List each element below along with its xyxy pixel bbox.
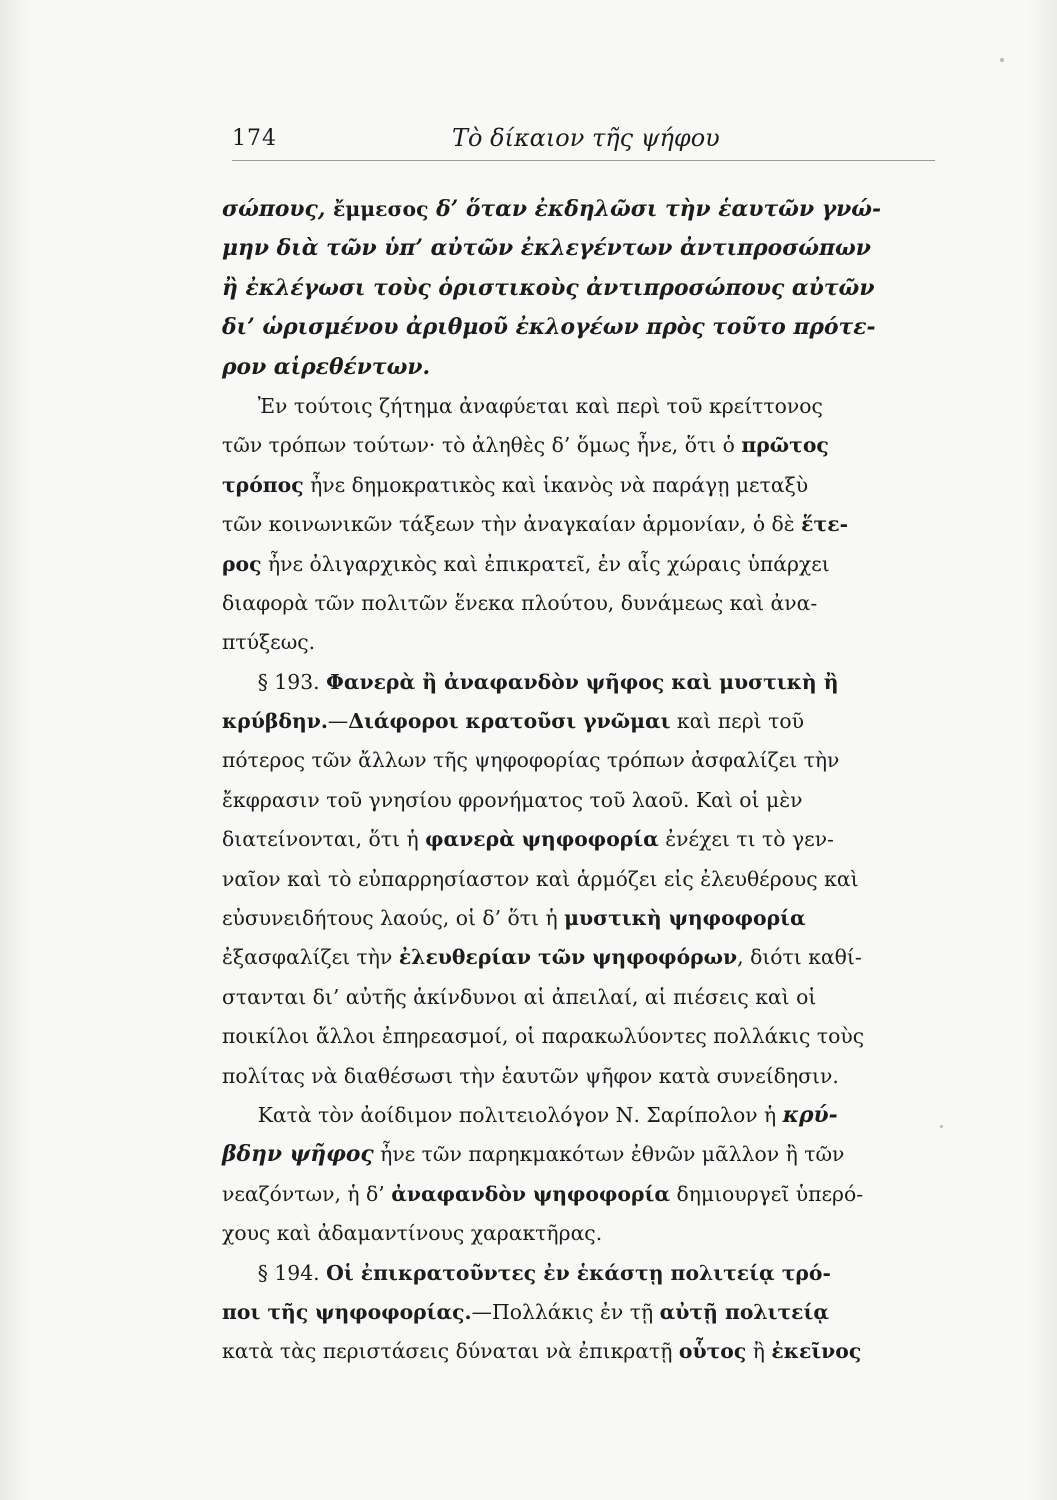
running-title: Τὸ δίκαιον τῆς ψήφου xyxy=(452,124,720,152)
text-segment: ἔμμεσος xyxy=(333,197,429,221)
text-line xyxy=(222,387,934,426)
text-segment: ναῖον καὶ τὸ εὐπαρρησίαστον καὶ ἁρμόζει εἰς ἐλευθέρους καὶ xyxy=(222,866,859,891)
text-segment: δι’ ὡρισμένου ἀριθμοῦ ἐκλογέων πρὸς τοῦτο πρότε- xyxy=(222,314,876,341)
text-segment: ἐξασφαλίζει τὴν xyxy=(222,945,399,970)
text-segment: Φανερὰ ἢ ἀναφανδὸν ψῆφος καὶ μυστικὴ ἢ xyxy=(326,669,839,694)
text-segment: ἔκφρασιν τοῦ γνησίου φρονήματος τοῦ λαοῦ. Καὶ οἱ μὲν xyxy=(222,787,803,812)
text-segment: κρύβδην. xyxy=(222,709,328,734)
text-segment: ἦνε τῶν παρηκμακότων ἐθνῶν μᾶλλον ἢ τῶν xyxy=(373,1142,845,1167)
header-rule xyxy=(232,160,935,161)
text-segment: ἀναφανδὸν ψηφοφορία xyxy=(391,1181,670,1206)
text-line xyxy=(222,663,934,702)
text-line xyxy=(222,269,934,308)
text-segment: καὶ περὶ τοῦ xyxy=(670,709,804,734)
text-segment: αὐτῇ πολιτείᾳ xyxy=(659,1299,830,1324)
text-line xyxy=(222,1175,934,1214)
text-segment: μυστικὴ ψηφοφορία xyxy=(564,906,806,931)
text-segment: φανερὰ ψηφοφορία xyxy=(425,827,659,852)
text-segment: διαφορὰ τῶν πολιτῶν ἕνεκα πλούτου, δυνάμεως καὶ ἀνα- xyxy=(222,590,818,615)
text-segment: χους καὶ ἀδαμαντίνους χαρακτῆρας. xyxy=(222,1221,603,1246)
text-segment: Οἱ ἐπικρατοῦντες ἐν ἑκάστῃ πολιτείᾳ τρό- xyxy=(326,1260,831,1285)
text-segment: οὗτος xyxy=(678,1339,747,1364)
text-segment: — xyxy=(327,709,349,734)
text-line xyxy=(222,190,934,229)
text-segment: ἦνε ὀλιγαρχικὸς καὶ ἐπικρατεῖ, ἐν αἷς χώραις ὑπάρχει xyxy=(261,551,830,576)
text-segment: ποικίλοι ἄλλοι ἐπηρεασμοί, οἱ παρακωλύοντες πολλάκις τοὺς xyxy=(222,1024,865,1049)
text-segment: στανται δι’ αὐτῆς ἀκίνδυνοι αἱ ἀπειλαί, αἱ πιέσεις καὶ οἱ xyxy=(222,984,817,1009)
text-segment: ἐκεῖνος xyxy=(771,1339,862,1364)
text-segment: διατείνονται, ὅτι ἡ xyxy=(222,827,426,852)
text-segment: τρόπος xyxy=(222,472,304,497)
text-segment: ἦνε δημοκρατικὸς καὶ ἱκανὸς νὰ παράγῃ μεταξὺ xyxy=(303,472,809,497)
text-line xyxy=(222,348,934,387)
text-line xyxy=(222,466,934,505)
text-line xyxy=(222,938,934,977)
text-line xyxy=(222,1135,934,1174)
text-segment: σώπους, xyxy=(222,196,334,222)
text-segment: εὐσυνειδήτους λαούς, οἱ δ’ ὅτι ἡ xyxy=(222,906,565,931)
text-line xyxy=(222,229,934,268)
text-segment: νεαζόντων, ἡ δ’ xyxy=(222,1181,392,1206)
text-segment: δ’ ὅταν ἐκδηλῶσι τὴν ἑαυτῶν γνώ- xyxy=(428,196,882,222)
paper-speck xyxy=(1000,58,1004,62)
text-segment: πολίτας νὰ διαθέσωσι τὴν ἑαυτῶν ψῆφον κατὰ συνείδησιν. xyxy=(222,1063,839,1088)
text-line xyxy=(222,623,934,662)
text-segment: Ἐν τούτοις ζήτημα ἀναφύεται καὶ περὶ τοῦ κρείττονος xyxy=(257,393,823,418)
text-segment: ποι τῆς ψηφοφορίας. xyxy=(222,1299,472,1324)
text-line xyxy=(222,820,934,859)
text-line xyxy=(222,1254,934,1293)
text-line xyxy=(222,899,934,938)
text-segment: —Πολλάκις ἐν τῇ xyxy=(471,1299,660,1324)
text-line xyxy=(222,741,934,780)
text-line xyxy=(222,860,934,899)
page-number: 174 xyxy=(232,126,277,151)
text-line xyxy=(222,505,934,544)
text-line xyxy=(222,584,934,623)
text-segment: ρον αἱρεθέντων. xyxy=(222,353,431,380)
text-line xyxy=(222,1017,934,1056)
text-segment: πτύξεως. xyxy=(222,630,316,655)
text-line xyxy=(222,702,934,741)
text-segment: πρῶτος xyxy=(741,433,829,458)
text-line xyxy=(222,1293,934,1332)
text-segment: ἕτε- xyxy=(801,512,849,537)
text-segment: μην διὰ τῶν ὑπ’ αὐτῶν ἐκλεγέντων ἀντιπροσώπων xyxy=(222,235,871,262)
text-segment: κρύ- xyxy=(782,1101,838,1128)
text-line xyxy=(222,1332,934,1371)
text-line xyxy=(222,308,934,347)
text-segment: ἐλευθερίαν τῶν ψηφοφόρων xyxy=(398,945,738,970)
text-line xyxy=(222,1096,934,1135)
text-segment: τῶν τρόπων τούτων· τὸ ἀληθὲς δ’ ὅμως ἦνε, ὅτι ὁ xyxy=(222,433,742,458)
text-segment: § 193. xyxy=(257,669,327,694)
text-segment: ἢ xyxy=(746,1339,772,1364)
text-segment: ρος xyxy=(222,551,262,576)
page-header xyxy=(232,120,935,160)
text-segment: δημιουργεῖ ὑπερό- xyxy=(669,1181,864,1206)
text-line xyxy=(222,545,934,584)
text-line xyxy=(222,426,934,465)
text-segment: πότερος τῶν ἄλλων τῆς ψηφοφορίας τρόπων ἀσφαλίζει τὴν xyxy=(222,748,840,773)
text-segment: ἢ ἐκλέγωσι τοὺς ὁριστικοὺς ἀντιπροσώπους αὐτῶν xyxy=(222,274,875,301)
text-segment: Διάφοροι κρατοῦσι γνῶμαι xyxy=(348,709,671,734)
text-line xyxy=(222,781,934,820)
body-text xyxy=(222,190,940,1372)
text-line xyxy=(222,978,934,1017)
text-segment: Κατὰ τὸν ἀοίδιμον πολιτειολόγον Ν. Σαρίπολον ἡ xyxy=(257,1102,783,1127)
text-line xyxy=(222,1057,934,1096)
paper-speck xyxy=(940,1125,943,1128)
text-segment: βδην ψῆφος xyxy=(222,1141,374,1168)
text-segment: κατὰ τὰς περιστάσεις δύναται νὰ ἐπικρατῇ xyxy=(222,1339,679,1364)
text-segment: § 194. xyxy=(257,1260,327,1285)
text-segment: τῶν κοινωνικῶν τάξεων τὴν ἀναγκαίαν ἁρμονίαν, ὁ δὲ xyxy=(222,512,802,537)
text-line xyxy=(222,1214,934,1253)
text-segment: ἐνέχει τι τὸ γεν- xyxy=(658,827,834,852)
text-segment: , διότι καθί- xyxy=(737,945,862,970)
